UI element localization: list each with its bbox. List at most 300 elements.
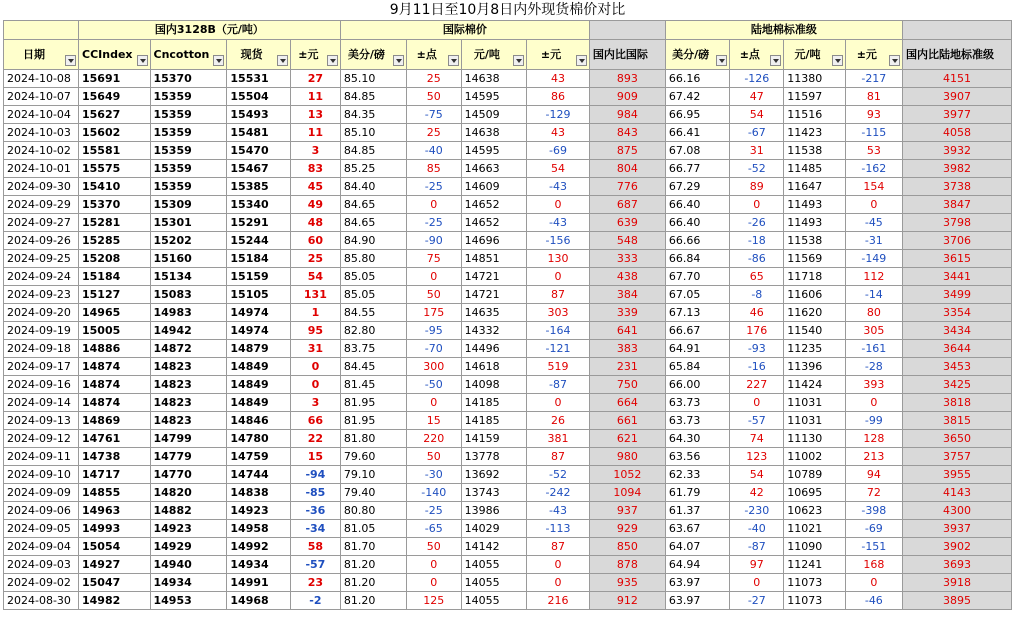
cell-ccindex: 15370 — [79, 196, 151, 214]
cell-intl-yuan-ton: 14332 — [461, 322, 527, 340]
cell-date: 2024-09-10 — [4, 466, 79, 484]
cell-intl-yuan-ton: 14595 — [461, 142, 527, 160]
cell-land-change-yuan: -151 — [845, 538, 902, 556]
cell-spot: 14934 — [227, 556, 291, 574]
cell-domestic-vs-land: 3499 — [902, 286, 1011, 304]
cell-date: 2024-10-03 — [4, 124, 79, 142]
cell-intl-change-pts: 0 — [406, 574, 461, 592]
cell-change-yuan: -2 — [290, 592, 340, 610]
cell-change-yuan: 83 — [290, 160, 340, 178]
cell-cncotton: 15309 — [150, 196, 227, 214]
cell-change-yuan: 25 — [290, 250, 340, 268]
column-header-label: 元/吨 — [794, 47, 821, 61]
table-row — [4, 394, 1012, 412]
cell-intl-yuan-ton: 14721 — [461, 268, 527, 286]
cell-intl-cents-lb: 84.65 — [340, 196, 406, 214]
cell-land-change-pts: 54 — [730, 106, 784, 124]
cell-intl-change-yuan: 87 — [527, 286, 590, 304]
cell-land-change-yuan: 0 — [845, 394, 902, 412]
cell-date: 2024-09-17 — [4, 358, 79, 376]
cell-intl-cents-lb: 84.35 — [340, 106, 406, 124]
cell-land-change-pts: -57 — [730, 412, 784, 430]
cell-date: 2024-09-04 — [4, 538, 79, 556]
cell-intl-change-yuan: 43 — [527, 70, 590, 88]
cell-land-change-pts: -230 — [730, 502, 784, 520]
cell-land-yuan-ton: 11396 — [784, 358, 846, 376]
cell-land-change-pts: -86 — [730, 250, 784, 268]
column-header-label: 美分/磅 — [672, 47, 710, 61]
cell-land-change-pts: -67 — [730, 124, 784, 142]
cell-land-change-yuan: -217 — [845, 70, 902, 88]
cell-land-yuan-ton: 11569 — [784, 250, 846, 268]
cell-land-change-pts: -27 — [730, 592, 784, 610]
cell-ccindex: 15649 — [79, 88, 151, 106]
cell-land-change-pts: -40 — [730, 520, 784, 538]
cell-cncotton: 14872 — [150, 340, 227, 358]
column-header-domestic-vs-intl — [589, 40, 665, 70]
cell-intl-change-pts: -40 — [406, 142, 461, 160]
cell-intl-change-pts: -30 — [406, 466, 461, 484]
cell-cncotton: 14983 — [150, 304, 227, 322]
cell-ccindex: 14869 — [79, 412, 151, 430]
table-row — [4, 88, 1012, 106]
filter-dropdown-button[interactable] — [393, 55, 404, 66]
filter-dropdown-button[interactable] — [832, 55, 843, 66]
cell-spot: 14849 — [227, 358, 291, 376]
cell-change-yuan: -85 — [290, 484, 340, 502]
cell-intl-cents-lb: 85.10 — [340, 124, 406, 142]
cell-domestic-vs-intl: 1094 — [589, 484, 665, 502]
cell-intl-change-yuan: 0 — [527, 196, 590, 214]
cell-land-yuan-ton: 11538 — [784, 232, 846, 250]
cell-cncotton: 15370 — [150, 70, 227, 88]
cell-spot: 15105 — [227, 286, 291, 304]
cell-land-cents-lb: 67.05 — [665, 286, 729, 304]
table-row — [4, 358, 1012, 376]
cell-land-cents-lb: 64.30 — [665, 430, 729, 448]
cell-land-change-pts: 54 — [730, 466, 784, 484]
table-row — [4, 430, 1012, 448]
cell-cncotton: 14779 — [150, 448, 227, 466]
filter-dropdown-button[interactable] — [716, 55, 727, 66]
cell-intl-yuan-ton: 14618 — [461, 358, 527, 376]
cell-intl-cents-lb: 83.75 — [340, 340, 406, 358]
cell-change-yuan: 1 — [290, 304, 340, 322]
cell-land-cents-lb: 64.94 — [665, 556, 729, 574]
cell-change-yuan: -94 — [290, 466, 340, 484]
cell-domestic-vs-intl: 661 — [589, 412, 665, 430]
cell-land-cents-lb: 63.97 — [665, 592, 729, 610]
cell-domestic-vs-land: 3706 — [902, 232, 1011, 250]
cell-domestic-vs-intl: 984 — [589, 106, 665, 124]
cell-land-yuan-ton: 11620 — [784, 304, 846, 322]
cell-intl-yuan-ton: 14652 — [461, 196, 527, 214]
cell-spot: 14780 — [227, 430, 291, 448]
table-row — [4, 286, 1012, 304]
cell-land-change-yuan: 213 — [845, 448, 902, 466]
cell-land-change-yuan: -115 — [845, 124, 902, 142]
table-row — [4, 448, 1012, 466]
cell-intl-cents-lb: 81.80 — [340, 430, 406, 448]
cell-date: 2024-09-05 — [4, 520, 79, 538]
filter-dropdown-button[interactable] — [448, 55, 459, 66]
cell-intl-change-pts: -65 — [406, 520, 461, 538]
cell-land-change-pts: 89 — [730, 178, 784, 196]
cell-land-cents-lb: 62.33 — [665, 466, 729, 484]
filter-dropdown-button[interactable] — [137, 55, 148, 66]
cell-intl-yuan-ton: 14638 — [461, 124, 527, 142]
cell-intl-cents-lb: 81.20 — [340, 556, 406, 574]
column-header-label: 国内比国际 — [592, 47, 648, 61]
cell-intl-change-pts: 220 — [406, 430, 461, 448]
cell-change-yuan: 48 — [290, 214, 340, 232]
cell-land-change-yuan: -161 — [845, 340, 902, 358]
cell-domestic-vs-land: 3425 — [902, 376, 1011, 394]
column-header-label: ±点 — [416, 47, 437, 61]
cell-intl-yuan-ton: 14663 — [461, 160, 527, 178]
cell-intl-yuan-ton: 14185 — [461, 394, 527, 412]
cell-change-yuan: 3 — [290, 142, 340, 160]
table-row — [4, 214, 1012, 232]
cell-domestic-vs-intl: 878 — [589, 556, 665, 574]
cell-domestic-vs-land: 3902 — [902, 538, 1011, 556]
cell-cncotton: 15202 — [150, 232, 227, 250]
cell-change-yuan: 60 — [290, 232, 340, 250]
cell-date: 2024-09-16 — [4, 376, 79, 394]
cell-change-yuan: 45 — [290, 178, 340, 196]
cell-spot: 14974 — [227, 322, 291, 340]
cell-domestic-vs-intl: 438 — [589, 268, 665, 286]
cell-date: 2024-09-20 — [4, 304, 79, 322]
cell-ccindex: 14761 — [79, 430, 151, 448]
cell-intl-change-pts: -50 — [406, 376, 461, 394]
filter-dropdown-button[interactable] — [513, 55, 524, 66]
cell-cncotton: 15083 — [150, 286, 227, 304]
cell-domestic-vs-intl: 843 — [589, 124, 665, 142]
table-row — [4, 502, 1012, 520]
cell-domestic-vs-intl: 664 — [589, 394, 665, 412]
cell-land-yuan-ton: 11538 — [784, 142, 846, 160]
cell-land-cents-lb: 66.66 — [665, 232, 729, 250]
cell-land-change-yuan: -69 — [845, 520, 902, 538]
cell-domestic-vs-intl: 639 — [589, 214, 665, 232]
cell-intl-change-yuan: 0 — [527, 556, 590, 574]
cell-spot: 14849 — [227, 376, 291, 394]
cell-cncotton: 14923 — [150, 520, 227, 538]
cell-intl-yuan-ton: 14696 — [461, 232, 527, 250]
column-header-label: CCIndex — [82, 47, 133, 61]
cell-intl-yuan-ton: 14055 — [461, 574, 527, 592]
cell-date: 2024-09-26 — [4, 232, 79, 250]
cell-date: 2024-09-27 — [4, 214, 79, 232]
filter-dropdown-button[interactable] — [327, 55, 338, 66]
cell-intl-change-pts: 75 — [406, 250, 461, 268]
cell-ccindex: 14855 — [79, 484, 151, 502]
cell-intl-change-yuan: -69 — [527, 142, 590, 160]
cell-change-yuan: 3 — [290, 394, 340, 412]
cell-intl-cents-lb: 84.85 — [340, 142, 406, 160]
cell-cncotton: 15359 — [150, 160, 227, 178]
cell-ccindex: 14717 — [79, 466, 151, 484]
cell-land-yuan-ton: 11031 — [784, 412, 846, 430]
cell-domestic-vs-land: 4058 — [902, 124, 1011, 142]
cell-land-cents-lb: 66.00 — [665, 376, 729, 394]
cell-date: 2024-09-11 — [4, 448, 79, 466]
cell-domestic-vs-intl: 641 — [589, 322, 665, 340]
cell-date: 2024-09-12 — [4, 430, 79, 448]
cell-intl-change-yuan: -52 — [527, 466, 590, 484]
cell-date: 2024-10-08 — [4, 70, 79, 88]
cell-date: 2024-09-13 — [4, 412, 79, 430]
cell-date: 2024-09-25 — [4, 250, 79, 268]
cell-land-yuan-ton: 11493 — [784, 214, 846, 232]
header-blank — [902, 21, 1011, 40]
cell-land-cents-lb: 67.42 — [665, 88, 729, 106]
cell-land-change-pts: -52 — [730, 160, 784, 178]
cell-intl-change-pts: 300 — [406, 358, 461, 376]
cell-ccindex: 14738 — [79, 448, 151, 466]
cell-land-yuan-ton: 11021 — [784, 520, 846, 538]
cell-ccindex: 15285 — [79, 232, 151, 250]
cell-date: 2024-08-30 — [4, 592, 79, 610]
cell-domestic-vs-intl: 804 — [589, 160, 665, 178]
cell-spot: 14849 — [227, 394, 291, 412]
cell-intl-cents-lb: 80.80 — [340, 502, 406, 520]
cell-intl-cents-lb: 85.80 — [340, 250, 406, 268]
table-row — [4, 178, 1012, 196]
cell-land-cents-lb: 66.95 — [665, 106, 729, 124]
cell-date: 2024-10-01 — [4, 160, 79, 178]
cell-land-yuan-ton: 11380 — [784, 70, 846, 88]
cell-land-change-yuan: -99 — [845, 412, 902, 430]
cell-domestic-vs-intl: 935 — [589, 574, 665, 592]
cell-domestic-vs-land: 3693 — [902, 556, 1011, 574]
table-row — [4, 196, 1012, 214]
cell-date: 2024-09-18 — [4, 340, 79, 358]
cell-ccindex: 15208 — [79, 250, 151, 268]
table-row — [4, 70, 1012, 88]
cell-land-cents-lb: 67.13 — [665, 304, 729, 322]
cell-land-change-pts: -8 — [730, 286, 784, 304]
cell-domestic-vs-land: 3441 — [902, 268, 1011, 286]
cell-domestic-vs-intl: 937 — [589, 502, 665, 520]
cell-land-change-pts: 46 — [730, 304, 784, 322]
cell-date: 2024-09-30 — [4, 178, 79, 196]
cell-land-yuan-ton: 11647 — [784, 178, 846, 196]
cell-land-cents-lb: 65.84 — [665, 358, 729, 376]
cell-intl-yuan-ton: 14098 — [461, 376, 527, 394]
cell-land-change-yuan: -46 — [845, 592, 902, 610]
cell-domestic-vs-land: 3982 — [902, 160, 1011, 178]
filter-dropdown-button[interactable] — [277, 55, 288, 66]
cell-spot: 14759 — [227, 448, 291, 466]
cell-intl-cents-lb: 82.80 — [340, 322, 406, 340]
cell-spot: 14838 — [227, 484, 291, 502]
cell-ccindex: 14874 — [79, 358, 151, 376]
cell-land-change-pts: -93 — [730, 340, 784, 358]
cell-cncotton: 14770 — [150, 466, 227, 484]
cell-land-change-pts: -87 — [730, 538, 784, 556]
cell-ccindex: 15184 — [79, 268, 151, 286]
cell-land-cents-lb: 66.40 — [665, 214, 729, 232]
column-header-ccindex — [79, 40, 151, 70]
cell-intl-change-yuan: 216 — [527, 592, 590, 610]
cell-land-cents-lb: 61.79 — [665, 484, 729, 502]
cell-intl-cents-lb: 84.55 — [340, 304, 406, 322]
cell-change-yuan: 49 — [290, 196, 340, 214]
cell-intl-yuan-ton: 14595 — [461, 88, 527, 106]
cell-spot: 14744 — [227, 466, 291, 484]
cell-land-cents-lb: 67.29 — [665, 178, 729, 196]
cell-intl-change-yuan: 26 — [527, 412, 590, 430]
cell-domestic-vs-land: 3932 — [902, 142, 1011, 160]
cell-intl-change-yuan: -156 — [527, 232, 590, 250]
cell-land-yuan-ton: 11073 — [784, 574, 846, 592]
cell-spot: 14846 — [227, 412, 291, 430]
column-header-label: 现货 — [240, 47, 263, 61]
column-header-label: ±元 — [540, 47, 562, 61]
cell-domestic-vs-land: 3847 — [902, 196, 1011, 214]
table-row — [4, 520, 1012, 538]
cell-domestic-vs-intl: 1052 — [589, 466, 665, 484]
cell-domestic-vs-intl: 333 — [589, 250, 665, 268]
cell-intl-cents-lb: 81.95 — [340, 394, 406, 412]
table-row — [4, 124, 1012, 142]
cell-spot: 14923 — [227, 502, 291, 520]
cell-change-yuan: 11 — [290, 88, 340, 106]
spreadsheet — [3, 0, 1012, 610]
cell-land-change-yuan: 154 — [845, 178, 902, 196]
cell-land-change-pts: 31 — [730, 142, 784, 160]
cell-cncotton: 15359 — [150, 142, 227, 160]
cell-intl-change-pts: -90 — [406, 232, 461, 250]
cell-domestic-vs-land: 3798 — [902, 214, 1011, 232]
cell-land-change-yuan: -14 — [845, 286, 902, 304]
cell-domestic-vs-intl: 384 — [589, 286, 665, 304]
cell-ccindex: 14982 — [79, 592, 151, 610]
cell-spot: 15184 — [227, 250, 291, 268]
cell-land-yuan-ton: 11493 — [784, 196, 846, 214]
cell-change-yuan: -34 — [290, 520, 340, 538]
cell-intl-cents-lb: 84.45 — [340, 358, 406, 376]
cell-land-change-pts: -126 — [730, 70, 784, 88]
cell-land-change-pts: 47 — [730, 88, 784, 106]
cell-change-yuan: 95 — [290, 322, 340, 340]
cell-domestic-vs-intl: 893 — [589, 70, 665, 88]
filter-dropdown-button[interactable] — [213, 55, 224, 66]
group-header-land: 陆地棉标准级 — [665, 21, 902, 40]
table-row — [4, 376, 1012, 394]
column-header-intl-yuan-ton — [461, 40, 527, 70]
cell-land-cents-lb: 67.70 — [665, 268, 729, 286]
column-header-cncotton — [150, 40, 227, 70]
cell-ccindex: 15281 — [79, 214, 151, 232]
cell-domestic-vs-intl: 339 — [589, 304, 665, 322]
cell-intl-change-yuan: 87 — [527, 538, 590, 556]
cell-land-yuan-ton: 11090 — [784, 538, 846, 556]
cell-land-yuan-ton: 11073 — [784, 592, 846, 610]
cell-land-cents-lb: 63.73 — [665, 412, 729, 430]
cell-intl-change-pts: 0 — [406, 268, 461, 286]
cell-land-change-pts: 74 — [730, 430, 784, 448]
cell-domestic-vs-land: 4300 — [902, 502, 1011, 520]
table-row — [4, 340, 1012, 358]
cell-ccindex: 14993 — [79, 520, 151, 538]
cell-intl-yuan-ton: 14185 — [461, 412, 527, 430]
cell-intl-yuan-ton: 13778 — [461, 448, 527, 466]
cell-domestic-vs-land: 3907 — [902, 88, 1011, 106]
cell-intl-change-pts: 15 — [406, 412, 461, 430]
cell-spot: 15481 — [227, 124, 291, 142]
cell-date: 2024-10-04 — [4, 106, 79, 124]
cell-land-cents-lb: 63.67 — [665, 520, 729, 538]
cell-intl-cents-lb: 81.20 — [340, 574, 406, 592]
cell-domestic-vs-intl: 980 — [589, 448, 665, 466]
filter-dropdown-button[interactable] — [889, 55, 900, 66]
column-header-label: ±点 — [739, 47, 760, 61]
cell-intl-change-yuan: -129 — [527, 106, 590, 124]
cell-domestic-vs-intl: 750 — [589, 376, 665, 394]
cell-domestic-vs-land: 3650 — [902, 430, 1011, 448]
cell-cncotton: 14934 — [150, 574, 227, 592]
cell-spot: 15244 — [227, 232, 291, 250]
cell-intl-yuan-ton: 14638 — [461, 70, 527, 88]
cell-domestic-vs-intl: 929 — [589, 520, 665, 538]
cell-spot: 15504 — [227, 88, 291, 106]
cell-intl-yuan-ton: 14029 — [461, 520, 527, 538]
column-header-spot — [227, 40, 291, 70]
cell-intl-change-yuan: 86 — [527, 88, 590, 106]
cell-domestic-vs-land: 3434 — [902, 322, 1011, 340]
cell-date: 2024-10-07 — [4, 88, 79, 106]
filter-dropdown-button[interactable] — [770, 55, 781, 66]
cell-ccindex: 15575 — [79, 160, 151, 178]
cell-spot: 15467 — [227, 160, 291, 178]
filter-dropdown-button[interactable] — [65, 55, 76, 66]
cell-land-yuan-ton: 11485 — [784, 160, 846, 178]
cell-land-cents-lb: 63.97 — [665, 574, 729, 592]
cell-ccindex: 14874 — [79, 394, 151, 412]
price-comparison-table — [3, 0, 1012, 610]
table-row — [4, 466, 1012, 484]
cell-cncotton: 14823 — [150, 394, 227, 412]
table-row — [4, 142, 1012, 160]
cell-date: 2024-09-29 — [4, 196, 79, 214]
table-row — [4, 106, 1012, 124]
cell-intl-change-pts: -140 — [406, 484, 461, 502]
cell-date: 2024-09-09 — [4, 484, 79, 502]
cell-spot: 14879 — [227, 340, 291, 358]
table-row — [4, 556, 1012, 574]
cell-change-yuan: 54 — [290, 268, 340, 286]
cell-spot: 15385 — [227, 178, 291, 196]
column-header-label: ±元 — [298, 47, 319, 61]
cell-domestic-vs-land: 3955 — [902, 466, 1011, 484]
cell-land-change-yuan: -162 — [845, 160, 902, 178]
cell-land-change-yuan: -31 — [845, 232, 902, 250]
cell-domestic-vs-land: 3757 — [902, 448, 1011, 466]
cell-intl-yuan-ton: 14055 — [461, 556, 527, 574]
cell-intl-change-pts: 0 — [406, 196, 461, 214]
filter-dropdown-button[interactable] — [576, 55, 587, 66]
cell-land-change-yuan: -149 — [845, 250, 902, 268]
cell-change-yuan: 11 — [290, 124, 340, 142]
cell-spot: 14958 — [227, 520, 291, 538]
cell-spot: 15493 — [227, 106, 291, 124]
cell-land-change-yuan: 305 — [845, 322, 902, 340]
cell-change-yuan: 27 — [290, 70, 340, 88]
cell-land-change-yuan: 0 — [845, 574, 902, 592]
